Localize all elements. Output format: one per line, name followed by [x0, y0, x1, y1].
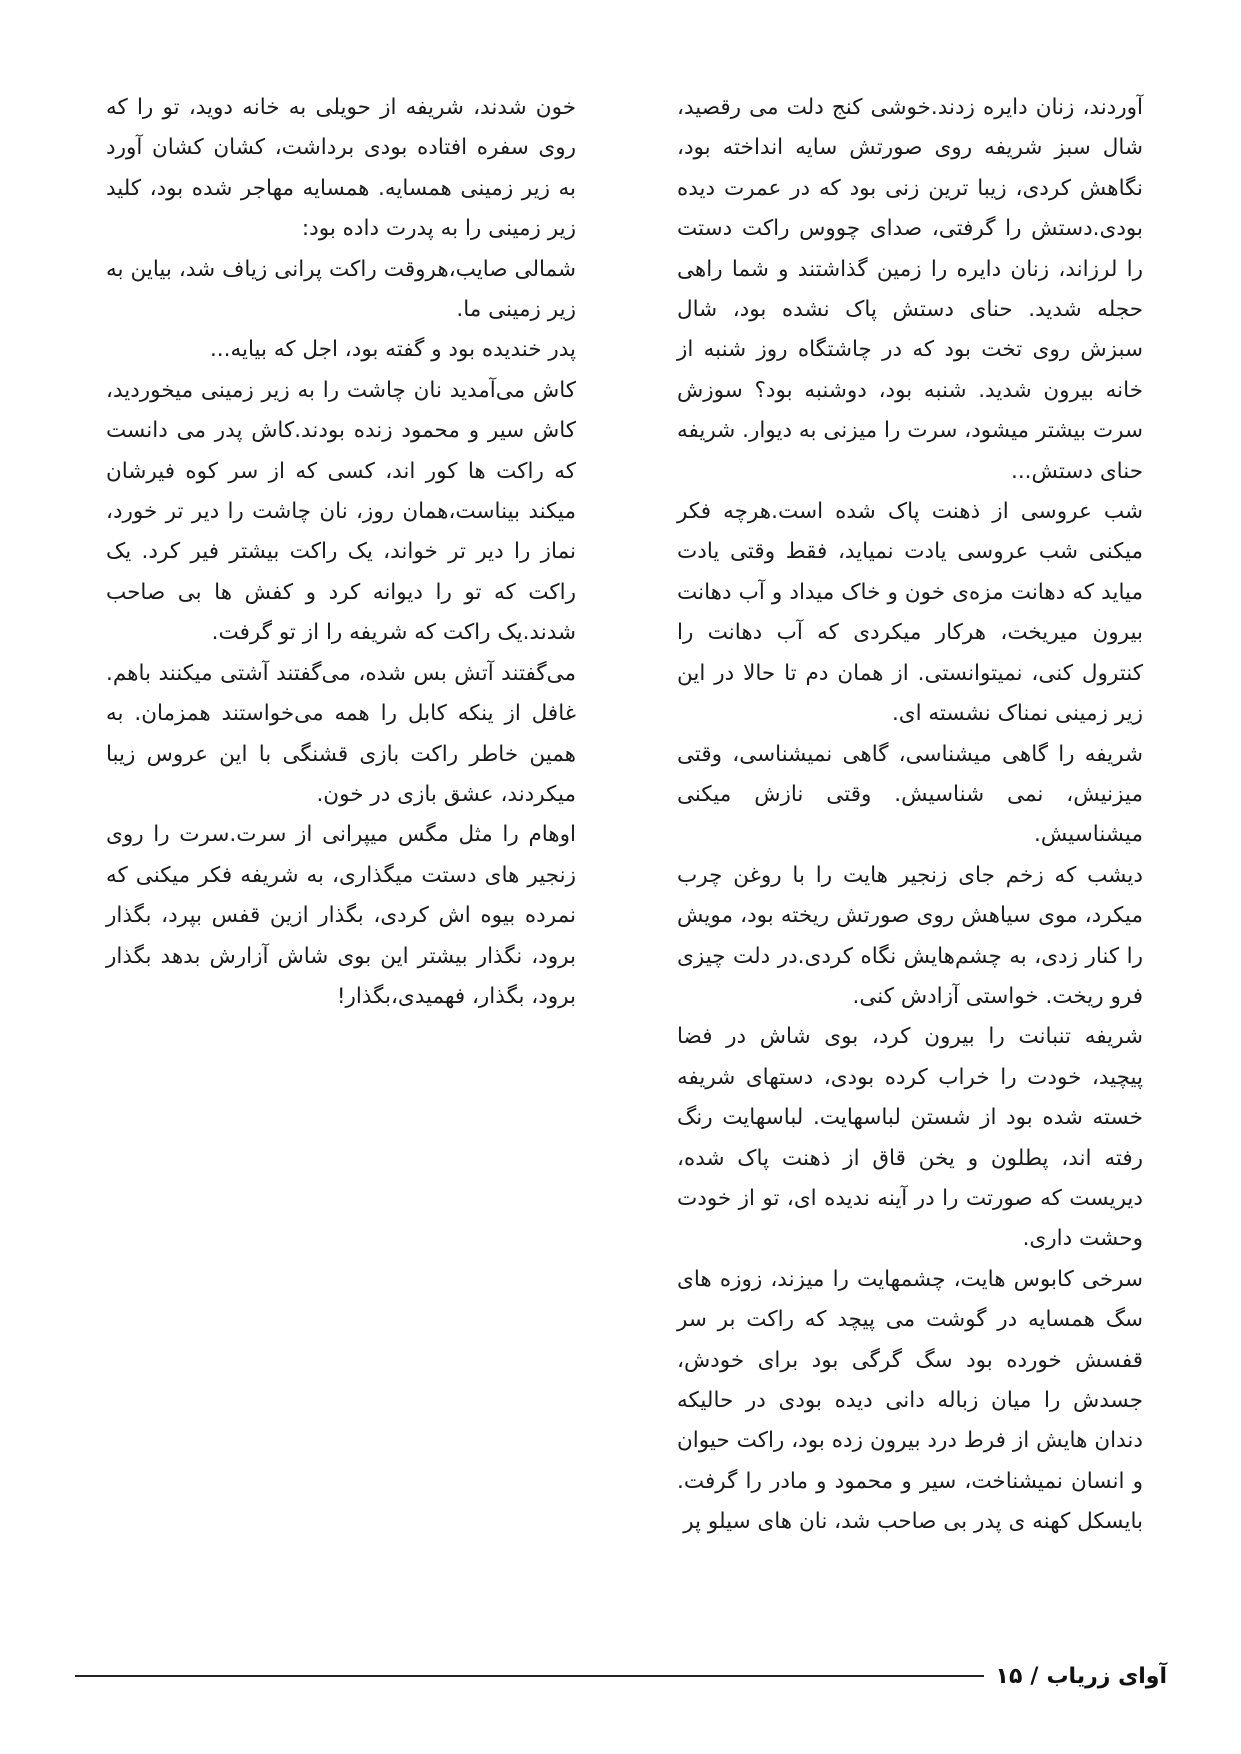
paragraph: پدر خندیده بود و گفته بود، اجل که بیایه...: [209, 337, 576, 363]
paragraph: کاش می‌آمدید نان چاشت را به زیر زمینی میخوردید، کاش سیر و محمود زنده بودند.کاش پدر می دانست که راکت ها کور اند، کسی که از سر کوه فیرشان میکند بیناست،همان روز، نان چاشت را دیر تر خورد، نماز را دیر تر خواند، یک راکت بیشتر فیر کرد. یک راکت که تو را دیوانه کرد و کفش ها بی صاحب شدند.یک راکت که شریفه را از تو گرفت.: [106, 377, 576, 646]
paragraph: دیشب که زخم جای زنجیر هایت را با روغن چرب میکرد، موی سیاهش روی صورتش ریخته بود، مویش را کنار زدی، به چشم‌هایش نگاه کردی.در دلت چیزی فرو ریخت. خواستی آزادش کنی.: [677, 862, 1143, 1009]
paragraph: شریفه تنبانت را بیرون کرد، بوی شاش در فضا پیچید، خودت را خراب کرده بودی، دستهای شریفه خسته شده بود از شستن لباسهایت. لباسهایت رنگ رفته اند، پطلون و یخن قاق از ذهنت پاک شده، دیریست که صورتت را در آینه ندیده ای، تو از خودت وحشت داری.: [677, 1024, 1143, 1252]
paragraph: شمالی صایب،هروقت راکت پرانی زیاف شد، بیاین به زیر زمینی ما.: [106, 256, 576, 323]
paragraph: آوردند، زنان دایره زدند.خوشی کنج دلت می رقصید، شال سبز شریفه روی صورتش سایه انداخته بود، نگاهش کردی، زیبا ترین زنی بود که در عمرت دیده بودی.دستش را گرفتی، صدای چووس راکت دستت را لرزاند، زنان دایره را زمین گذاشتند و شما راهی حجله شدید. حنای دستش پاک نشده بود، شال سبزش روی تخت بود که در چاشتگاه روز شنبه از خانه بیرون شدید. شنبه بود، دوشنبه بود؟ سوزش سرت بیشتر میشود، سرت را میزنی به دیوار. شریفه حنای دستش...: [677, 95, 1143, 484]
magazine-title: آوای زریاب: [1046, 1663, 1167, 1689]
paragraph: اوهام را مثل مگس میپرانی از سرت.سرت را روی زنجیر های دستت میگذاری، به شریفه فکر میکنی که نمرده بیوه اش کردی، بگذار ازین قفس بپرد، بگذار برود، نگذار بیشتر این بوی شاش آزارش بدهد بگذار برود، بگذار، فهمیدی،بگذار!: [106, 822, 576, 1009]
page-number: ۱۵: [995, 1663, 1023, 1689]
left-column: [106, 88, 576, 1017]
paragraph: شب عروسی از ذهنت پاک شده است.هرچه فکر میکنی شب عروسی یادت نمیاید، فقط وقتی یادت میاید که دهانت مزه‌ی خون و خاک میداد و آب دهانت بیرون میریخت، هرکار میکردی که آب دهانت را کنترول کنی، نمیتوانستی. از همان دم تا حالا در این زیر زمینی نمناک نشسته ای.: [677, 499, 1143, 727]
footer-rule: [75, 1675, 984, 1677]
footer-separator: /: [1030, 1663, 1039, 1689]
paragraph: سرخی کابوس هایت، چشمهایت را میزند، زوزه های سگ همسایه در گوشت می پیچد که راکت بر سر قفسش خورده بود سگ گرگی بود برای خودش، جسدش را میان زباله دانی دیده بودی در حالیکه دندان هایش از فرط درد بیرون زده بود، راکت حیوان و انسان نمیشناخت، سیر و محمود و مادر را گرفت. بایسکل کهنه ی پدر بی صاحب شد، نان های سیلو پر: [677, 1266, 1143, 1535]
paragraph: شریفه را گاهی میشناسی، گاهی نمیشناسی، وقتی میزنیش، نمی شناسیش. وقتی نازش میکنی میشناسیش.: [677, 741, 1143, 848]
right-column: [677, 88, 1143, 1543]
paragraph: می‌گفتند آتش بس شده، می‌گفتند آشتی میکنند باهم. غافل از ینکه کابل را همه می‌خواستند همزمان. به همین خاطر راکت بازی قشنگی با این عروس زیبا میکردند، عشق بازی در خون.: [106, 660, 576, 807]
paragraph: خون شدند، شریفه از حویلی به خانه دوید، تو را که روی سفره افتاده بودی برداشت، کشان کشان آورد به زیر زمینی همسایه. همسایه مهاجر شده بود، کلید زیر زمینی را به پدرت داده بود:: [106, 95, 576, 242]
page-footer: [75, 1656, 1167, 1696]
